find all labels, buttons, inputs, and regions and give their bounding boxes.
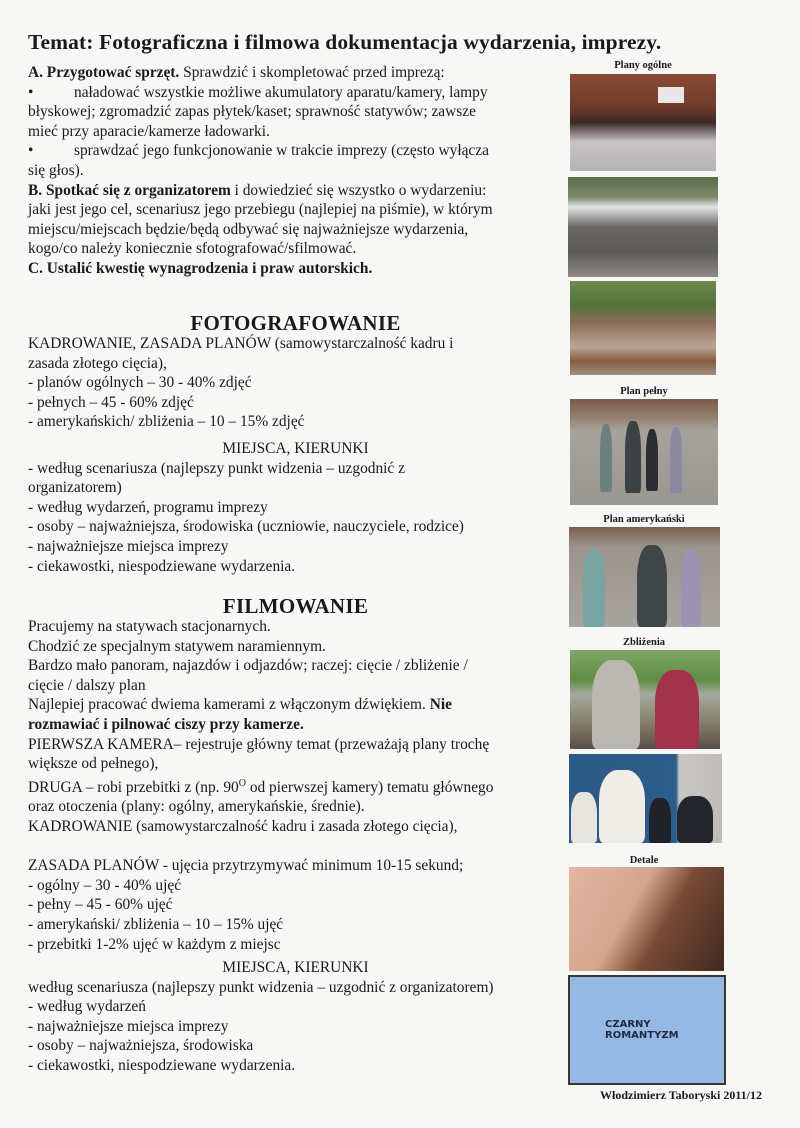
text-line: DRUGA – robi przebitki z (np. $90^O$ od pierwszej kamery) tematu głównego [28, 777, 494, 796]
text-line: - planów ogólnych – 30 - 40% zdjęć [28, 374, 252, 392]
text-line: - pełny – 45 - 60% ujęć [28, 896, 173, 914]
text-line: - przebitki 1-2% ujęć w każdym z miejsc [28, 935, 281, 953]
photo-plany-ogolne-medieval-tournament [570, 281, 716, 375]
knight-figure [592, 660, 640, 749]
text-line: - pełnych – 45 - 60% zdjęć [28, 393, 194, 411]
person-figure [571, 792, 597, 843]
section-b: B. Spotkać się z organizatorem i dowiedzieć się wszystko o wydarzeniu: [28, 181, 487, 199]
bullet-item: • sprawdzać jego funkcjonowanie w trakcie imprezy (często wyłącza [28, 142, 489, 160]
text-line: KADROWANIE, ZASADA PLANÓW (samowystarczalność kadru i [28, 335, 454, 352]
section-b-line: jaki jest jego cel, scenariusz jego przebiegu (najlepiej na piśmie), w którym [28, 201, 493, 219]
person-figure [600, 424, 612, 492]
photo-plan-amerykanski-group [569, 527, 720, 627]
bullet-continuation: błyskowej; zgromadzić zapas płytek/kaset; sprawność statywów; zawsze [28, 103, 476, 121]
text-line: rozmawiać i pilnować ciszy przy kamerze. [28, 715, 304, 733]
bullet-icon: • [28, 83, 34, 101]
mindmap-label: CZARNY ROMANTYZM [605, 1019, 679, 1041]
text-line: KADROWANIE (samowystarczalność kadru i zasada złotego cięcia), [28, 818, 458, 836]
person-figure [670, 427, 682, 493]
photo-detale-mindmap [568, 975, 726, 1085]
section-a: A. Przygotować sprzęt. Sprawdzić i skompletować przed imprezą: [28, 64, 445, 81]
text-line: zasada złotego cięcia), [28, 354, 167, 372]
bullet-icon: • [28, 142, 34, 160]
bullet-continuation: mieć przy aparacie/kamerze ładowarki. [28, 122, 270, 140]
text-line: - amerykańskich/ zbliżenia – 10 – 15% zdjęć [28, 413, 305, 431]
caption-plan-amerykanski: Plan amerykański [603, 514, 685, 525]
spacer [28, 837, 563, 857]
photo-plan-pelny-group [570, 399, 718, 505]
fotografowanie-section [28, 312, 563, 432]
person-figure [655, 670, 699, 749]
text-line: - najważniejsze miejsca imprezy [28, 1017, 229, 1035]
person-figure [583, 549, 605, 627]
text-line: - ciekawostki, niespodziewane wydarzenia. [28, 557, 296, 575]
photo-plany-ogolne-outdoor-crowd [568, 177, 718, 277]
filmowanie-section [28, 595, 563, 954]
photo-plany-ogolne-hall-audience [570, 74, 716, 171]
places-subheading: MIEJSCA, KIERUNKI [222, 440, 369, 457]
caption-detale: Detale [629, 855, 659, 866]
projection-screen [658, 87, 684, 103]
section-b-line: miejscu/miejscach będzie/będą odbywać się najważniejsze wydarzenia, [28, 220, 469, 238]
fotografowanie-places [28, 439, 563, 576]
section-a-heading: A. Przygotować sprzęt. [28, 64, 180, 81]
person-figure [625, 421, 641, 493]
text-line: PIERWSZA KAMERA– rejestruje główny temat (przeważają plany trochę [28, 735, 490, 753]
caption-plany-ogolne: Plany ogólne [614, 60, 672, 71]
page-title: Temat: Fotograficzna i filmowa dokumentacja wydarzenia, imprezy. [28, 30, 662, 54]
text-line: ZASADA PLANÓW - ujęcia przytrzymywać minimum 10-15 sekund; [28, 857, 464, 875]
text-line: Pracujemy na statywach stacjonarnych. [28, 618, 271, 635]
fotografowanie-heading: FOTOGRAFOWANIE [190, 311, 401, 335]
text-line: - ciekawostki, niespodziewane wydarzenia. [28, 1056, 296, 1074]
photo-zblizenia-knights [570, 650, 720, 749]
text-line: - ogólny – 30 - 40% ujęć [28, 876, 182, 894]
bullet-item: • naładować wszystkie możliwe akumulatory aparatu/kamery, lampy [28, 83, 488, 101]
section-b-heading: B. Spotkać się z organizatorem [28, 181, 231, 199]
caption-zblizenia: Zbliżenia [622, 637, 665, 648]
section-b-line: kogo/co należy koniecznie sfotografować/sfilmować. [28, 240, 357, 258]
text-line: - według wydarzeń [28, 998, 146, 1016]
text-line: według scenariusza (najlepszy punkt widzenia – uzgodnić z organizatorem) [28, 978, 494, 996]
places-subheading: MIEJSCA, KIERUNKI [222, 959, 369, 976]
person-figure [677, 796, 713, 843]
person-figure [599, 770, 645, 843]
bullet-continuation: się głos). [28, 161, 84, 179]
filmowanie-heading: FILMOWANIE [222, 594, 369, 618]
person-figure [637, 545, 667, 627]
photo-detale-ear [569, 867, 724, 971]
preparation-sections [28, 63, 563, 279]
text-line: - osoby – najważniejsza, środowiska [28, 1037, 254, 1055]
person-figure [681, 549, 701, 627]
text-line: - amerykański/ zbliżenia – 10 – 15% ujęć [28, 916, 284, 934]
text-line: Najlepiej pracować dwiema kamerami z włączonym dźwiękiem. Nie [28, 696, 452, 714]
text-line: większe od pełnego), [28, 755, 159, 773]
section-c-heading: C. Ustalić kwestię wynagrodzenia i praw autorskich. [28, 259, 373, 277]
photo-zblizenia-students [569, 754, 722, 843]
text-line: Chodzić ze specjalnym statywem naramiennym. [28, 637, 326, 655]
text-line: oraz otoczenia (plany: ogólny, amerykańskie, średnie). [28, 798, 365, 816]
text-line: - najważniejsze miejsca imprezy [28, 537, 229, 555]
filmowanie-places [28, 958, 563, 1076]
section-c [28, 259, 563, 279]
person-figure [646, 429, 658, 491]
author-signature: Włodzimierz Taboryski 2011/12 [600, 1088, 763, 1102]
person-figure [649, 798, 671, 843]
text-line: cięcie / dalszy plan [28, 676, 146, 694]
text-line: Bardzo mało panoram, najazdów i odjazdów; raczej: cięcie / zbliżenie / [28, 657, 468, 675]
text-line: - osoby – najważniejsza, środowiska (uczniowie, nauczyciele, rodzice) [28, 518, 464, 536]
text-line: organizatorem) [28, 479, 122, 497]
text-line: - według wydarzeń, programu imprezy [28, 498, 268, 516]
text-line: - według scenariusza (najlepszy punkt widzenia – uzgodnić z [28, 459, 405, 477]
caption-plan-pelny: Plan pełny [620, 386, 668, 397]
